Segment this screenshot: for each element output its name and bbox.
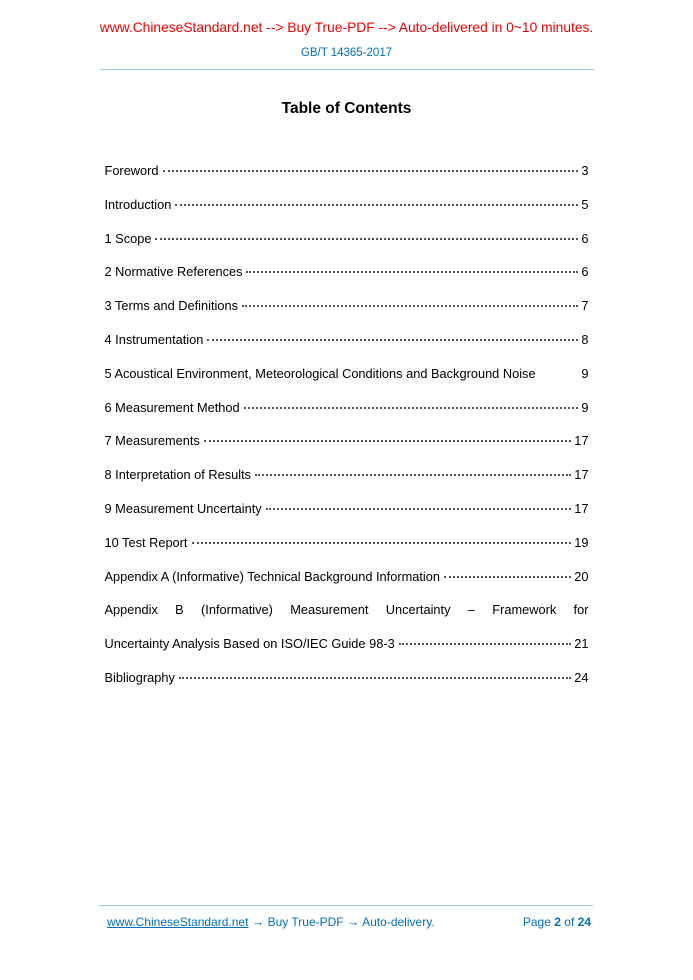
toc-entry-page: 19 [574, 534, 589, 550]
toc-entry [105, 458, 589, 492]
footer-page-total: 24 [577, 915, 591, 929]
footer-of-word: of [564, 915, 575, 929]
toc-entry-label: 1 Scope [104, 230, 152, 246]
toc-leader-dots [246, 271, 578, 273]
toc-leader-dots [179, 677, 571, 679]
toc-entry [105, 526, 589, 560]
toc-entry-label: 2 Normative References [104, 264, 243, 280]
toc-entry-label: 9 Measurement Uncertainty [104, 500, 262, 516]
toc-entry-row [105, 661, 589, 695]
toc-leader-dots [399, 643, 572, 645]
toc-entry-page: 8 [581, 331, 589, 347]
toc-entry-row [105, 222, 589, 256]
toc-leader-dots [175, 204, 578, 206]
toc-entry-row [105, 391, 589, 425]
toc-entry [105, 560, 589, 594]
toc-entry-label: Uncertainty Analysis Based on ISO/IEC Guide 98-3 [104, 636, 395, 652]
toc-entry-label: Introduction [104, 196, 172, 212]
toc-entry-page: 6 [581, 264, 589, 280]
toc-entry-row [105, 357, 589, 391]
footer-delivery-label: Auto-delivery. [362, 915, 435, 929]
toc-entry-page: 17 [574, 433, 589, 449]
toc-leader-dots [266, 508, 572, 510]
toc-entry-label: 10 Test Report [104, 534, 188, 550]
toc-entry [105, 492, 589, 526]
toc-entry-row [105, 627, 589, 661]
toc-entry-page: 20 [574, 568, 589, 584]
toc-leader-dots [207, 339, 578, 341]
page-title: Table of Contents [281, 100, 412, 117]
footer-divider [99, 905, 593, 906]
toc-entry [105, 255, 589, 289]
footer-buy-label: Buy True-PDF [267, 915, 344, 929]
toc-entry-row [105, 526, 589, 560]
toc-entry [105, 222, 589, 256]
toc-leader-dots [192, 542, 572, 544]
toc-entry-page: 9 [581, 399, 589, 415]
footer-links [107, 915, 435, 929]
toc-leader-dots [163, 170, 579, 172]
toc-entry-line1: Appendix B (Informative) Measurement Uncertainty – Framework for [104, 602, 589, 618]
toc-entry-row [105, 188, 589, 222]
toc-entry [105, 188, 589, 222]
toc-entry [105, 391, 589, 425]
toc-entry-page: 21 [574, 636, 589, 652]
right-arrow-icon: → [346, 915, 360, 929]
footer-page-word: Page [522, 915, 551, 929]
toc-entry [105, 154, 589, 188]
toc-entry-label: Bibliography [104, 669, 175, 685]
toc-entry-page: 9 [581, 365, 589, 381]
toc-entry-page: 17 [574, 500, 589, 516]
footer-site-link[interactable]: www.ChineseStandard.net [107, 915, 249, 929]
toc-entry-label: 6 Measurement Method [104, 399, 240, 415]
toc-list [105, 154, 589, 695]
toc-leader-dots [204, 440, 571, 442]
toc-entry-row [105, 458, 589, 492]
toc-entry-row [105, 560, 589, 594]
toc-entry-label: 7 Measurements [104, 433, 200, 449]
toc-entry [105, 323, 589, 357]
toc-entry-row [105, 492, 589, 526]
toc-leader-dots [244, 407, 579, 409]
toc-entry-page: 6 [581, 230, 589, 246]
right-arrow-icon: → [251, 915, 265, 929]
toc-entry-label: Appendix A (Informative) Technical Background Information [104, 568, 441, 584]
toc-entry [105, 424, 589, 458]
footer-text-row [99, 915, 593, 929]
toc-entry-label: 4 Instrumentation [104, 331, 204, 347]
toc-entry-page: 5 [581, 196, 589, 212]
toc-entry [105, 593, 589, 661]
toc-entry-label: Foreword [104, 163, 159, 178]
toc-leader-dots [255, 474, 571, 476]
standard-code: GB/T 14365-2017 [300, 47, 393, 59]
toc-entry-label: 5 Acoustical Environment, Meteorological Conditions and Background Noise [104, 365, 536, 381]
toc-entry-page: 17 [574, 467, 589, 483]
header-banner: www.ChineseStandard.net --> Buy True-PDF --> Auto-delivered in 0~10 minutes. [99, 20, 594, 35]
toc-leader-dots [444, 576, 571, 578]
toc-entry-row [105, 323, 589, 357]
toc-entry [105, 289, 589, 323]
header-divider [100, 69, 594, 70]
toc-entry [105, 357, 589, 391]
toc-entry-row [105, 255, 589, 289]
toc-entry-label: 3 Terms and Definitions [104, 298, 238, 314]
toc-leader-dots [155, 238, 578, 240]
page-footer [99, 905, 593, 929]
toc-entry [105, 661, 589, 695]
toc-entry-row [105, 289, 589, 323]
toc-entry-page: 7 [581, 298, 589, 314]
toc-leader-dots [242, 305, 578, 307]
toc-entry-label: 8 Interpretation of Results [104, 467, 252, 483]
toc-entry-page: 3 [581, 163, 589, 178]
toc-entry-row [105, 154, 589, 188]
toc-entry-page: 24 [574, 669, 589, 685]
toc-entry-row [105, 424, 589, 458]
footer-page-current: 2 [554, 915, 561, 929]
footer-page-indicator [523, 915, 591, 929]
